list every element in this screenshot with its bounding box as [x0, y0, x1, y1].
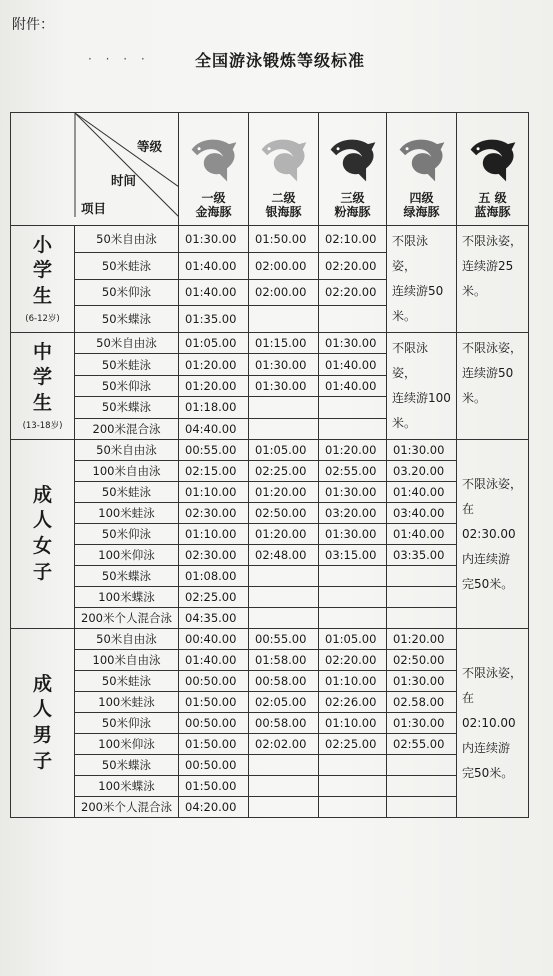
level-4-time-cell: 01:40.00	[387, 524, 457, 545]
level-3-time-cell: 01:40.00	[319, 375, 387, 396]
level-3-rank: 三级	[340, 191, 365, 205]
table-row	[11, 524, 529, 545]
level-2-time-cell: 02:50.00	[249, 503, 319, 524]
level-2-time-cell	[249, 566, 319, 587]
level-1-time-cell: 02:25.00	[179, 587, 249, 608]
level-2-time-cell: 01:20.00	[249, 524, 319, 545]
level-4-time-cell: 03:35.00	[387, 545, 457, 566]
table-row	[11, 671, 529, 692]
level-1-time-cell: 02:30.00	[179, 503, 249, 524]
group-label-cell	[11, 333, 75, 440]
level-4-time-cell	[387, 755, 457, 776]
level-2-time-cell: 02:25.00	[249, 461, 319, 482]
event-name-cell: 50米蝶泳	[75, 566, 179, 587]
event-name-cell: 50米蛙泳	[75, 252, 179, 279]
document-title: 全国游泳锻炼等级标准	[194, 51, 365, 70]
event-name-cell: 200米个人混合泳	[75, 608, 179, 629]
group-name-char: 生	[32, 285, 52, 308]
level-1-time-cell: 01:10.00	[179, 524, 249, 545]
level-3-time-cell: 01:30.00	[319, 333, 387, 354]
group-name-char: 学	[32, 259, 52, 282]
table-row	[11, 629, 529, 650]
level-1-time-cell: 02:15.00	[179, 461, 249, 482]
event-name-cell: 100米仰泳	[75, 734, 179, 755]
level-2-name: 银海豚	[265, 205, 302, 219]
level-2-rank: 二级	[271, 191, 296, 205]
event-name-cell: 100米蛙泳	[75, 692, 179, 713]
event-name-cell: 50米蛙泳	[75, 354, 179, 375]
level-1-time-cell: 00:55.00	[179, 440, 249, 461]
level-1-header	[179, 113, 249, 226]
level-5-requirement-note: 不限泳姿， 连续游25 米。	[457, 226, 529, 333]
level-3-time-cell: 02:20.00	[319, 252, 387, 279]
level-3-time-cell	[319, 797, 387, 818]
level-3-time-cell: 02:25.00	[319, 734, 387, 755]
level-4-requirement-note: 不限泳姿， 连续游50 米。	[387, 226, 457, 333]
level-1-time-cell: 01:30.00	[179, 226, 249, 253]
group-age-range: (6-12岁)	[25, 313, 60, 324]
event-name-cell: 50米仰泳	[75, 713, 179, 734]
event-name-cell: 100米蛙泳	[75, 503, 179, 524]
level-2-time-cell: 02:00.00	[249, 252, 319, 279]
group-name-char: 人	[32, 698, 52, 721]
group-name-char: 小	[32, 233, 52, 256]
event-name-cell: 50米蛙泳	[75, 671, 179, 692]
table-row	[11, 545, 529, 566]
header-corner-cell	[11, 113, 179, 226]
level-2-time-cell: 02:02.00	[249, 734, 319, 755]
level-3-time-cell	[319, 587, 387, 608]
level-2-time-cell: 01:50.00	[249, 226, 319, 253]
event-name-cell: 200米混合泳	[75, 418, 179, 439]
level-3-time-cell: 03:20.00	[319, 503, 387, 524]
group-name-char: 学	[32, 366, 52, 389]
group-label-cell	[11, 629, 75, 818]
group-name-char: 子	[32, 560, 52, 583]
header-row	[11, 113, 529, 226]
level-4-name: 绿海豚	[403, 205, 440, 219]
event-name-cell: 50米自由泳	[75, 226, 179, 253]
level-3-time-cell	[319, 566, 387, 587]
level-4-rank: 四级	[409, 191, 434, 205]
table-row	[11, 734, 529, 755]
level-3-time-cell: 01:20.00	[319, 440, 387, 461]
dolphin-icon	[394, 131, 450, 187]
level-1-time-cell: 01:05.00	[179, 333, 249, 354]
level-2-time-cell: 01:30.00	[249, 354, 319, 375]
decorative-dots: · · · ·	[88, 52, 150, 66]
level-3-time-cell	[319, 755, 387, 776]
event-name-cell: 100米自由泳	[75, 650, 179, 671]
level-1-time-cell: 01:20.00	[179, 354, 249, 375]
level-3-time-cell	[319, 608, 387, 629]
level-3-time-cell	[319, 306, 387, 333]
level-1-time-cell: 01:40.00	[179, 252, 249, 279]
level-3-time-cell: 01:40.00	[319, 354, 387, 375]
table-row	[11, 776, 529, 797]
level-1-time-cell: 01:50.00	[179, 692, 249, 713]
level-1-time-cell: 01:20.00	[179, 375, 249, 396]
level-2-time-cell	[249, 397, 319, 418]
dolphin-icon	[256, 131, 312, 187]
dolphin-icon	[325, 131, 381, 187]
table-row	[11, 461, 529, 482]
level-1-time-cell: 01:50.00	[179, 734, 249, 755]
level-1-name: 金海豚	[195, 205, 232, 219]
level-2-time-cell: 02:48.00	[249, 545, 319, 566]
level-2-time-cell: 00:55.00	[249, 629, 319, 650]
table-row	[11, 566, 529, 587]
table-row	[11, 482, 529, 503]
group-label-cell	[11, 226, 75, 333]
level-3-time-cell: 01:10.00	[319, 671, 387, 692]
level-1-time-cell: 01:35.00	[179, 306, 249, 333]
group-name-char: 子	[32, 749, 52, 772]
group-name-char: 人	[32, 509, 52, 532]
level-4-time-cell	[387, 587, 457, 608]
level-2-time-cell	[249, 418, 319, 439]
event-name-cell: 50米蛙泳	[75, 482, 179, 503]
event-name-cell: 100米蝶泳	[75, 776, 179, 797]
level-3-time-cell: 02:20.00	[319, 279, 387, 306]
level-4-requirement-note: 不限泳姿， 连续游100 米。	[387, 333, 457, 440]
event-name-cell: 100米仰泳	[75, 545, 179, 566]
table-row	[11, 587, 529, 608]
level-2-time-cell: 01:30.00	[249, 375, 319, 396]
level-1-time-cell: 00:50.00	[179, 671, 249, 692]
level-1-time-cell: 01:50.00	[179, 776, 249, 797]
table-row	[11, 503, 529, 524]
group-age-range: (13-18岁)	[22, 420, 63, 431]
level-1-time-cell: 00:50.00	[179, 755, 249, 776]
level-1-rank: 一级	[201, 191, 226, 205]
group-name-char: 成	[32, 483, 52, 506]
level-2-time-cell: 01:58.00	[249, 650, 319, 671]
level-4-time-cell: 01:30.00	[387, 713, 457, 734]
level-2-time-cell: 00:58.00	[249, 713, 319, 734]
level-4-time-cell: 03:40.00	[387, 503, 457, 524]
level-4-time-cell: 01:20.00	[387, 629, 457, 650]
group-label-cell	[11, 440, 75, 629]
level-2-time-cell	[249, 776, 319, 797]
level-2-time-cell	[249, 755, 319, 776]
event-name-cell: 200米个人混合泳	[75, 797, 179, 818]
table-row	[11, 755, 529, 776]
level-1-time-cell: 00:40.00	[179, 629, 249, 650]
table-row	[11, 713, 529, 734]
event-name-cell: 50米仰泳	[75, 375, 179, 396]
event-name-cell: 50米仰泳	[75, 524, 179, 545]
table-row	[11, 692, 529, 713]
level-4-time-cell	[387, 566, 457, 587]
level-2-time-cell: 01:20.00	[249, 482, 319, 503]
level-2-time-cell	[249, 306, 319, 333]
table-row	[11, 797, 529, 818]
level-2-time-cell	[249, 608, 319, 629]
level-1-time-cell: 00:50.00	[179, 713, 249, 734]
level-5-requirement-note: 不限泳姿， 在02:10.00 内连续游 完50米。	[457, 629, 529, 818]
level-1-time-cell: 04:20.00	[179, 797, 249, 818]
level-1-time-cell: 01:10.00	[179, 482, 249, 503]
level-3-time-cell: 02:55.00	[319, 461, 387, 482]
level-2-time-cell: 00:58.00	[249, 671, 319, 692]
level-1-time-cell: 01:40.00	[179, 279, 249, 306]
level-3-time-cell	[319, 397, 387, 418]
group-name-char: 中	[32, 340, 52, 363]
level-4-time-cell	[387, 608, 457, 629]
event-name-cell: 50米自由泳	[75, 440, 179, 461]
group-name-char: 男	[32, 724, 52, 746]
level-3-time-cell: 03:15.00	[319, 545, 387, 566]
level-3-time-cell: 01:10.00	[319, 713, 387, 734]
level-4-time-cell: 01:30.00	[387, 440, 457, 461]
level-2-header	[249, 113, 319, 226]
event-name-cell: 50米蝶泳	[75, 397, 179, 418]
group-name-char: 成	[32, 672, 52, 695]
level-4-time-cell	[387, 776, 457, 797]
level-1-time-cell: 01:18.00	[179, 397, 249, 418]
standards-table	[10, 112, 529, 818]
level-3-time-cell: 02:10.00	[319, 226, 387, 253]
table-row	[11, 333, 529, 354]
event-name-cell: 50米自由泳	[75, 333, 179, 354]
level-2-time-cell: 02:00.00	[249, 279, 319, 306]
level-3-time-cell: 02:20.00	[319, 650, 387, 671]
level-3-time-cell: 01:30.00	[319, 524, 387, 545]
level-5-name: 蓝海豚	[474, 205, 511, 219]
level-1-time-cell: 01:08.00	[179, 566, 249, 587]
level-3-time-cell: 01:30.00	[319, 482, 387, 503]
dolphin-icon	[465, 131, 521, 187]
event-name-cell: 50米仰泳	[75, 279, 179, 306]
level-2-time-cell	[249, 587, 319, 608]
table-row	[11, 608, 529, 629]
level-3-name: 粉海豚	[334, 205, 371, 219]
attachment-label: 附件：	[12, 17, 54, 33]
dolphin-icon	[186, 131, 242, 187]
level-4-time-cell: 01:30.00	[387, 671, 457, 692]
level-5-header	[457, 113, 529, 226]
header-time-label: 时间	[111, 173, 137, 188]
event-name-cell: 100米蝶泳	[75, 587, 179, 608]
level-4-header	[387, 113, 457, 226]
level-3-time-cell: 01:05.00	[319, 629, 387, 650]
level-4-time-cell: 02:55.00	[387, 734, 457, 755]
level-3-time-cell	[319, 776, 387, 797]
header-item-label: 项目	[81, 201, 107, 216]
level-2-time-cell: 01:05.00	[249, 440, 319, 461]
level-1-time-cell: 01:40.00	[179, 650, 249, 671]
level-4-time-cell: 02:50.00	[387, 650, 457, 671]
level-4-time-cell: 01:40.00	[387, 482, 457, 503]
level-1-time-cell: 04:35.00	[179, 608, 249, 629]
group-name-char: 生	[32, 392, 52, 415]
level-3-header	[319, 113, 387, 226]
level-4-time-cell: 03.20.00	[387, 461, 457, 482]
level-2-time-cell: 02:05.00	[249, 692, 319, 713]
level-1-time-cell: 02:30.00	[179, 545, 249, 566]
header-grade-label: 等级	[137, 139, 163, 154]
event-name-cell: 100米自由泳	[75, 461, 179, 482]
level-3-time-cell	[319, 418, 387, 439]
table-row	[11, 650, 529, 671]
level-4-time-cell: 02.58.00	[387, 692, 457, 713]
event-name-cell: 50米蝶泳	[75, 755, 179, 776]
level-2-time-cell: 01:15.00	[249, 333, 319, 354]
level-5-requirement-note: 不限泳姿， 连续游50 米。	[457, 333, 529, 440]
level-3-time-cell: 02:26.00	[319, 692, 387, 713]
level-2-time-cell	[249, 797, 319, 818]
table-row	[11, 440, 529, 461]
level-5-rank: 五 级	[478, 191, 507, 205]
table-row	[11, 226, 529, 253]
event-name-cell: 50米蝶泳	[75, 306, 179, 333]
level-1-time-cell: 04:40.00	[179, 418, 249, 439]
event-name-cell: 50米自由泳	[75, 629, 179, 650]
level-4-time-cell	[387, 797, 457, 818]
group-name-char: 女	[32, 535, 52, 557]
level-5-requirement-note: 不限泳姿， 在02:30.00 内连续游 完50米。	[457, 440, 529, 629]
